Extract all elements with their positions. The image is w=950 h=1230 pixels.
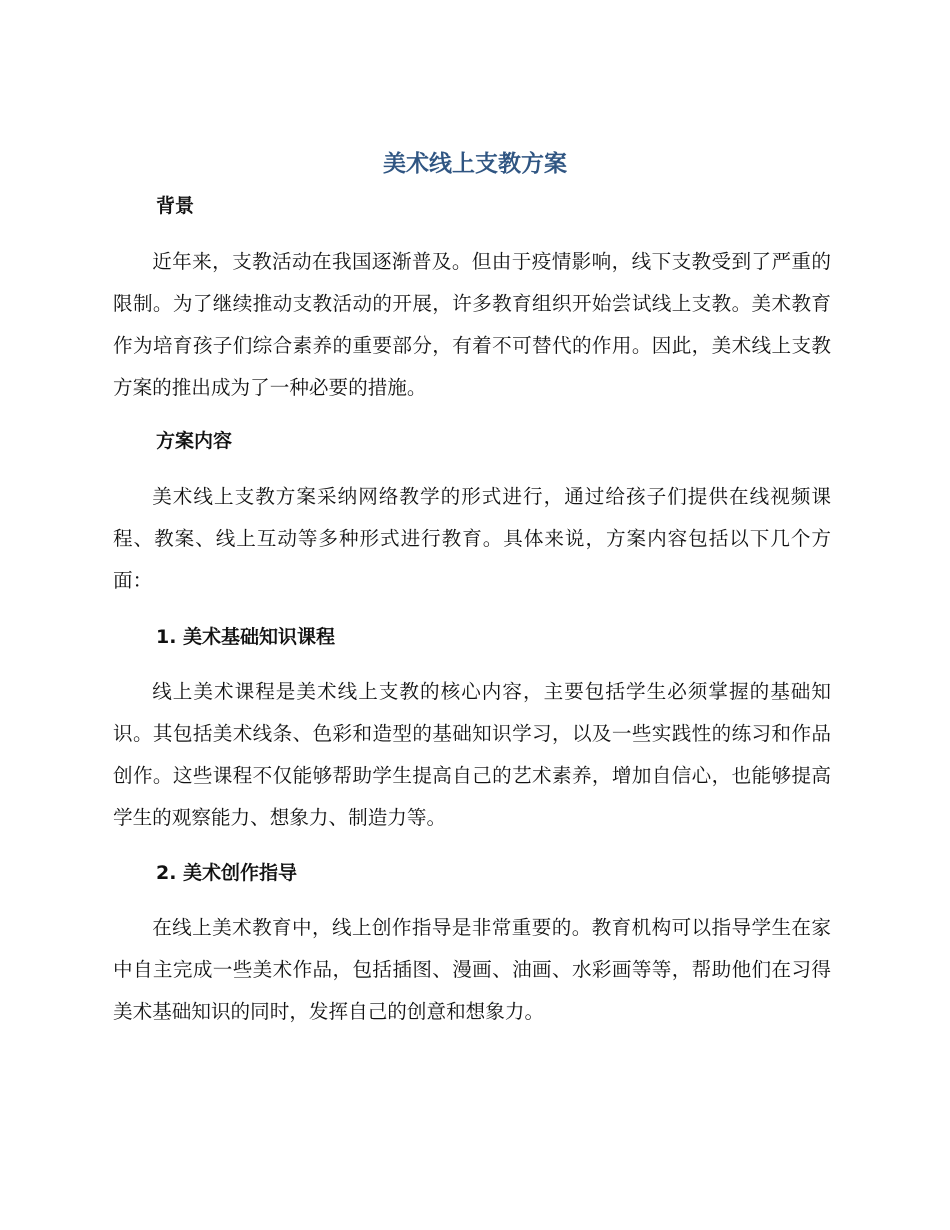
document-title: 美术线上支教方案 — [383, 151, 567, 177]
section-heading-art-creation-guidance: 2. 美术创作指导 — [156, 862, 298, 884]
section-paragraph-art-basics-course: 线上美术课程是美术线上支教的核心内容，主要包括学生必须掌握的基础知识。其包括美术线条、色彩和造型的基础知识学习，以及一些实践性的练习和作品创作。这些课程不仅能够帮助学生提高自己的艺术素养，增加自信心，也能够提高学生的观察能力、想象力、制造力等。 — [113, 680, 831, 829]
section-paragraph-background: 近年来，支教活动在我国逐渐普及。但由于疫情影响，线下支教受到了严重的限制。为了继续推动支教活动的开展，许多教育组织开始尝试线上支教。美术教育作为培育孩子们综合素养的重要部分，有着不可替代的作用。因此，美术线上支教方案的推出成为了一种必要的措施。 — [113, 250, 831, 399]
section-paragraph-art-creation-guidance: 在线上美术教育中，线上创作指导是非常重要的。教育机构可以指导学生在家中自主完成一些美术作品，包括插图、漫画、油画、水彩画等等，帮助他们在习得美术基础知识的同时，发挥自己的创意和想象力。 — [113, 916, 831, 1023]
section-heading-plan-content: 方案内容 — [156, 430, 233, 452]
section-paragraph-plan-content: 美术线上支教方案采纳网络教学的形式进行，通过给孩子们提供在线视频课程、教案、线上互动等多种形式进行教育。具体来说，方案内容包括以下几个方面： — [113, 485, 831, 592]
section-heading-art-basics-course: 1. 美术基础知识课程 — [156, 626, 336, 648]
section-heading-background: 背景 — [156, 195, 195, 217]
